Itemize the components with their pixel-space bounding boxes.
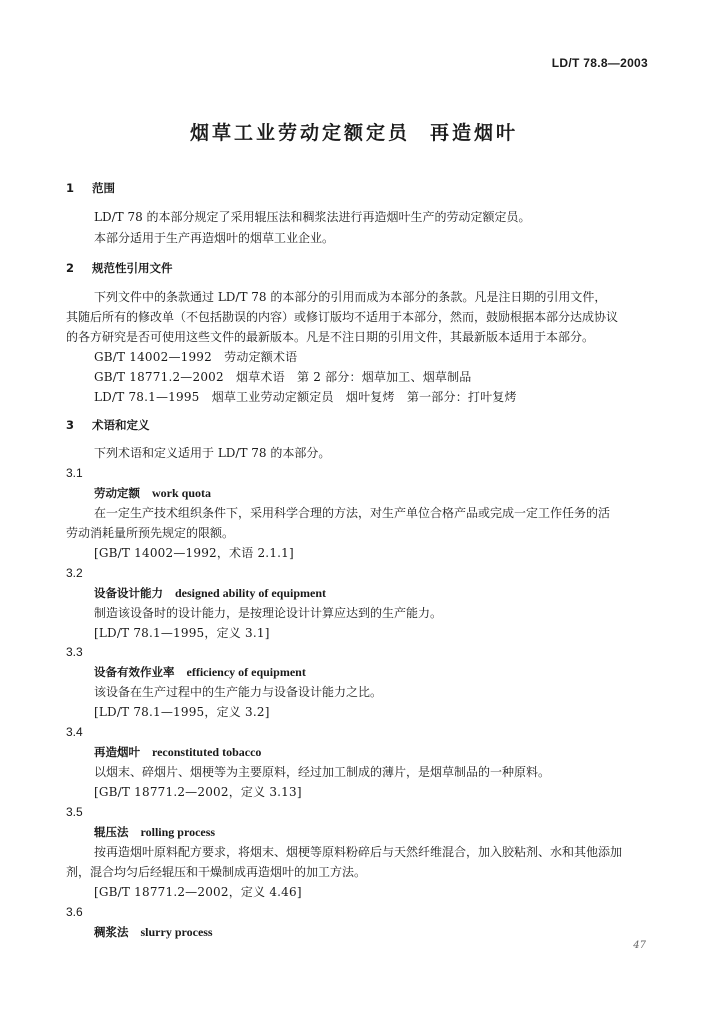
section-1-paragraph-2: 本部分适用于生产再造烟叶的烟草工业企业。 [94, 231, 335, 245]
document-id: LD/T 78.8—2003 [551, 56, 648, 70]
term-heading [94, 486, 211, 500]
term-definition-line-1: 在一定生产技术组织条件下，采用科学合理的方法，对生产单位合格产品或完成一定工作任务的活 [94, 506, 611, 520]
term-heading [94, 825, 215, 839]
section-number: 1 [66, 181, 75, 195]
term-number: 3.3 [66, 645, 83, 659]
section-title: 规范性引用文件 [92, 261, 173, 275]
term-number: 3.5 [66, 805, 83, 819]
page-title [0, 118, 708, 145]
term-en: rolling process [140, 825, 216, 839]
normative-reference-2: GB/T 18771.2—2002 烟草术语 第 2 部分：烟草加工、烟草制品 [94, 370, 472, 384]
term-source: [LD/T 78.1—1995，定义 3.1] [94, 626, 270, 640]
term-zh: 辊压法 [94, 825, 129, 839]
section-title: 范围 [92, 181, 115, 195]
term-definition-line-2: 劳动消耗量所预先规定的限额。 [66, 526, 235, 540]
term-definition-line-2: 剂，混合均匀后经辊压和干燥制成再造烟叶的加工方法。 [66, 865, 367, 879]
section-3-intro: 下列术语和定义适用于 LD/T 78 的本部分。 [94, 446, 331, 460]
term-number: 3.6 [66, 905, 83, 919]
term-zh: 设备设计能力 [94, 586, 163, 600]
term-definition: 以烟末、碎烟片、烟梗等为主要原料，经过加工制成的薄片，是烟草制品的一种原料。 [94, 765, 551, 779]
term-zh: 设备有效作业率 [94, 665, 175, 679]
term-en: reconstituted tobacco [152, 745, 262, 759]
term-zh: 稠浆法 [94, 925, 129, 939]
title-main: 烟草工业劳动定额定员 [189, 122, 410, 144]
term-en: efficiency of equipment [186, 665, 306, 679]
term-definition: 制造该设备时的设计能力，是按理论设计计算应达到的生产能力。 [94, 606, 443, 620]
section-1-heading [66, 181, 115, 195]
term-zh: 再造烟叶 [94, 745, 140, 759]
term-definition-line-1: 按再造烟叶原料配方要求，将烟末、烟梗等原料粉碎后与天然纤维混合，加入胶粘剂、水和其他添加 [94, 845, 623, 859]
term-heading [94, 665, 306, 679]
section-2-heading [66, 261, 173, 275]
section-2-paragraph-line-3: 的各方研究是否可使用这些文件的最新版本。凡是不注日期的引用文件，其最新版本适用于本部分。 [66, 330, 595, 344]
term-source: [GB/T 18771.2—2002，定义 4.46] [94, 885, 302, 899]
term-en: work quota [152, 486, 212, 500]
term-zh: 劳动定额 [94, 486, 140, 500]
section-number: 2 [66, 261, 75, 275]
section-1-paragraph-1: LD/T 78 的本部分规定了采用辊压法和稠浆法进行再造烟叶生产的劳动定额定员。 [94, 210, 531, 224]
title-sub: 再造烟叶 [430, 122, 519, 144]
term-source: [GB/T 14002—1992，术语 2.1.1] [94, 546, 294, 560]
term-definition: 该设备在生产过程中的生产能力与设备设计能力之比。 [94, 685, 383, 699]
term-number: 3.1 [66, 466, 83, 480]
term-source: [LD/T 78.1—1995，定义 3.2] [94, 705, 270, 719]
term-en: slurry process [140, 925, 213, 939]
section-3-heading [66, 418, 150, 432]
normative-reference-3: LD/T 78.1—1995 烟草工业劳动定额定员 烟叶复烤 第一部分：打叶复烤 [94, 390, 517, 404]
term-number: 3.2 [66, 566, 83, 580]
term-heading [94, 586, 326, 600]
term-heading [94, 925, 213, 939]
section-title: 术语和定义 [92, 418, 150, 432]
section-2-paragraph-line-1: 下列文件中的条款通过 LD/T 78 的本部分的引用而成为本部分的条款。凡是注日期的引用文件， [94, 290, 607, 304]
term-heading [94, 745, 261, 759]
term-number: 3.4 [66, 725, 83, 739]
section-2-paragraph-line-2: 其随后所有的修改单（不包括勘误的内容）或修订版均不适用于本部分，然而，鼓励根据本部分达成协议 [66, 310, 619, 324]
section-number: 3 [66, 418, 75, 432]
normative-reference-1: GB/T 14002—1992 劳动定额术语 [94, 350, 298, 364]
term-en: designed ability of equipment [175, 586, 327, 600]
page-number: 47 [633, 940, 646, 951]
term-source: [GB/T 18771.2—2002，定义 3.13] [94, 785, 302, 799]
